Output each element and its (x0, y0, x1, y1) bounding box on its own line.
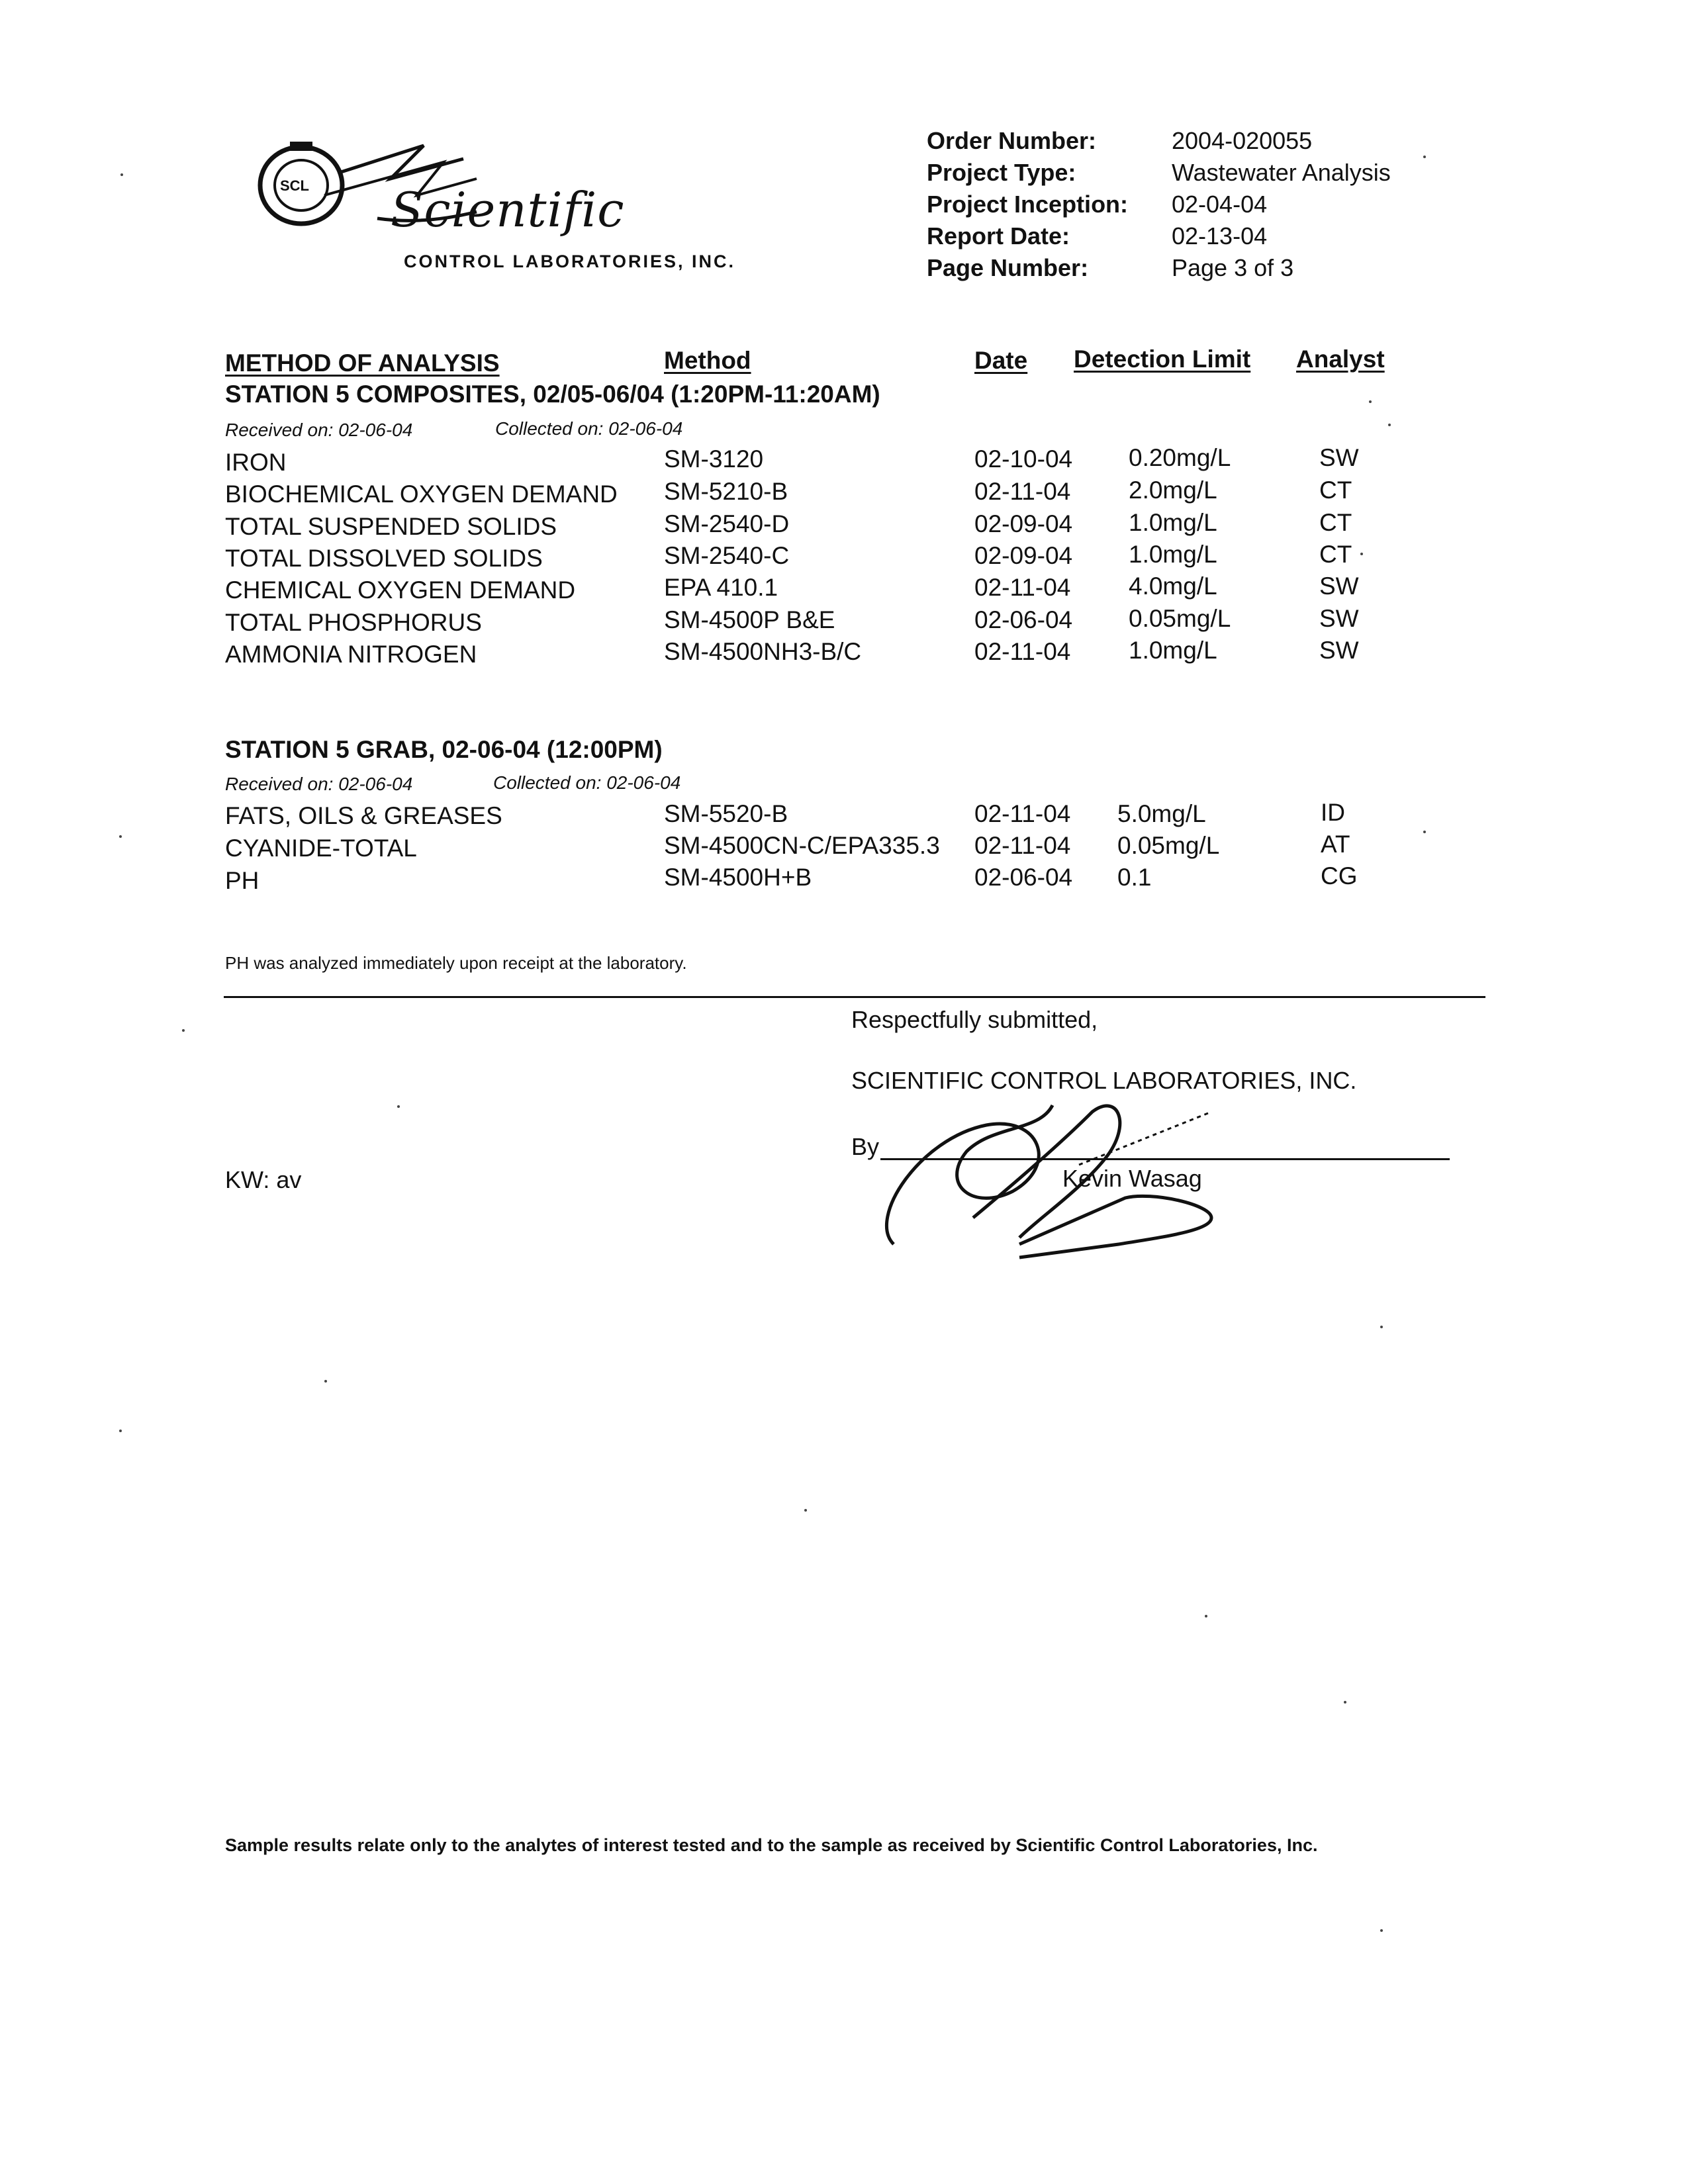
method-code: EPA 410.1 (664, 574, 778, 601)
order-number-label: Order Number: (927, 127, 1097, 154)
analysis-date: 02-11-04 (974, 832, 1071, 859)
signer-name: Kevin Wasag (1062, 1165, 1202, 1192)
report-date-value: 02-13-04 (1172, 222, 1268, 250)
analysis-name: PH (225, 867, 259, 894)
scan-speck (397, 1105, 400, 1108)
section-title: STATION 5 GRAB, 02-06-04 (12:00PM) (225, 736, 663, 763)
analyst-initials: SW (1319, 572, 1359, 600)
detection-limit: 0.20mg/L (1129, 444, 1231, 471)
logo-seal-text: SCL (280, 177, 309, 194)
scan-speck (182, 1029, 185, 1032)
ph-note: PH was analyzed immediately upon receipt at the laboratory. (225, 953, 687, 973)
analyst-initials: SW (1319, 444, 1359, 471)
analysis-name: IRON (225, 449, 287, 476)
analysis-name: TOTAL PHOSPHORUS (225, 609, 482, 636)
method-code: SM-4500CN-C/EPA335.3 (664, 832, 940, 859)
page-number-value: Page 3 of 3 (1172, 254, 1294, 281)
collected-on: Collected on: 02-06-04 (493, 772, 681, 793)
analysis-date: 02-11-04 (974, 478, 1071, 505)
page-footer: Sample results relate only to the analytes of interest tested and to the sample as received by Scientific Control Laboratories, Inc. (225, 1835, 1318, 1855)
scan-speck (1369, 400, 1372, 403)
analysis-name: TOTAL DISSOLVED SOLIDS (225, 545, 543, 572)
analysis-name: CHEMICAL OXYGEN DEMAND (225, 576, 576, 604)
analysis-date: 02-06-04 (974, 864, 1073, 891)
by-label: By (851, 1133, 880, 1160)
analysis-date: 02-11-04 (974, 574, 1071, 601)
scan-speck (804, 1509, 807, 1512)
scan-speck (1344, 1701, 1346, 1704)
collected-on: Collected on: 02-06-04 (495, 418, 683, 439)
detection-limit: 1.0mg/L (1129, 509, 1217, 536)
analyst-initials: SW (1319, 637, 1359, 664)
scan-speck (1423, 831, 1426, 833)
analysis-date: 02-06-04 (974, 606, 1073, 633)
analysis-name: TOTAL SUSPENDED SOLIDS (225, 513, 557, 540)
project-inception-label: Project Inception: (927, 191, 1129, 218)
order-number-value: 2004-020055 (1172, 127, 1313, 154)
project-inception-value: 02-04-04 (1172, 191, 1268, 218)
page-number-label: Page Number: (927, 254, 1089, 281)
analyst-initials: AT (1321, 831, 1350, 858)
report-date-label: Report Date: (927, 222, 1070, 250)
detection-limit: 0.05mg/L (1129, 605, 1231, 632)
detection-limit: 4.0mg/L (1129, 572, 1217, 600)
section-title: STATION 5 COMPOSITES, 02/05-06/04 (1:20PM-11:20AM) (225, 381, 880, 408)
detection-limit: 1.0mg/L (1129, 637, 1217, 664)
detection-limit: 0.05mg/L (1117, 832, 1220, 859)
analysis-name: CYANIDE-TOTAL (225, 835, 417, 862)
method-code: SM-4500NH3-B/C (664, 638, 862, 665)
analyst-initials: CT (1319, 477, 1352, 504)
analyst-initials: ID (1321, 799, 1345, 826)
respectfully-submitted: Respectfully submitted, (851, 1006, 1098, 1033)
logo-subtitle: CONTROL LABORATORIES, INC. (404, 251, 736, 271)
method-code: SM-5520-B (664, 800, 788, 827)
col-analyst-header: Analyst (1296, 345, 1385, 373)
handwritten-signature (841, 1085, 1317, 1271)
detection-limit: 1.0mg/L (1129, 541, 1217, 568)
detection-limit: 2.0mg/L (1129, 477, 1217, 504)
scan-speck (1380, 1929, 1383, 1932)
col-method-header: Method (664, 347, 751, 374)
logo-script-text: Scientific (391, 182, 625, 238)
method-code: SM-4500H+B (664, 864, 812, 891)
analysis-name: BIOCHEMICAL OXYGEN DEMAND (225, 480, 618, 508)
method-code: SM-4500P B&E (664, 606, 835, 633)
col-detection-limit-header: Detection Limit (1074, 345, 1251, 373)
received-on: Received on: 02-06-04 (225, 420, 413, 440)
analyst-initials: SW (1319, 605, 1359, 632)
detection-limit: 0.1 (1117, 864, 1152, 891)
scan-speck (1423, 156, 1426, 158)
method-code: SM-5210-B (664, 478, 788, 505)
scan-speck (1360, 553, 1363, 555)
analysis-date: 02-09-04 (974, 542, 1073, 569)
analyst-initials: CG (1321, 862, 1358, 889)
analysis-name: FATS, OILS & GREASES (225, 802, 502, 829)
analyst-initials: CT (1319, 541, 1352, 568)
typist-initials: KW: av (225, 1166, 302, 1193)
scan-speck (119, 1430, 122, 1432)
method-code: SM-3120 (664, 445, 764, 473)
scan-speck (119, 835, 122, 838)
analyst-initials: CT (1319, 509, 1352, 536)
analysis-date: 02-09-04 (974, 510, 1073, 537)
project-type-label: Project Type: (927, 159, 1076, 186)
method-code: SM-2540-C (664, 542, 790, 569)
company-name: SCIENTIFIC CONTROL LABORATORIES, INC. (851, 1067, 1357, 1094)
scan-speck (1388, 424, 1391, 426)
divider-line (224, 996, 1485, 998)
analysis-date: 02-11-04 (974, 800, 1071, 827)
scan-speck (1205, 1615, 1207, 1617)
analysis-date: 02-11-04 (974, 638, 1071, 665)
method-code: SM-2540-D (664, 510, 790, 537)
detection-limit: 5.0mg/L (1117, 800, 1206, 827)
received-on: Received on: 02-06-04 (225, 774, 413, 794)
analysis-name: AMMONIA NITROGEN (225, 641, 477, 668)
analysis-date: 02-10-04 (974, 445, 1073, 473)
scan-speck (1380, 1326, 1383, 1328)
col-date-header: Date (974, 347, 1028, 374)
project-type-value: Wastewater Analysis (1172, 159, 1391, 186)
scan-speck (120, 173, 123, 176)
scan-speck (324, 1380, 327, 1383)
col-analysis-header: METHOD OF ANALYSIS (225, 349, 500, 377)
